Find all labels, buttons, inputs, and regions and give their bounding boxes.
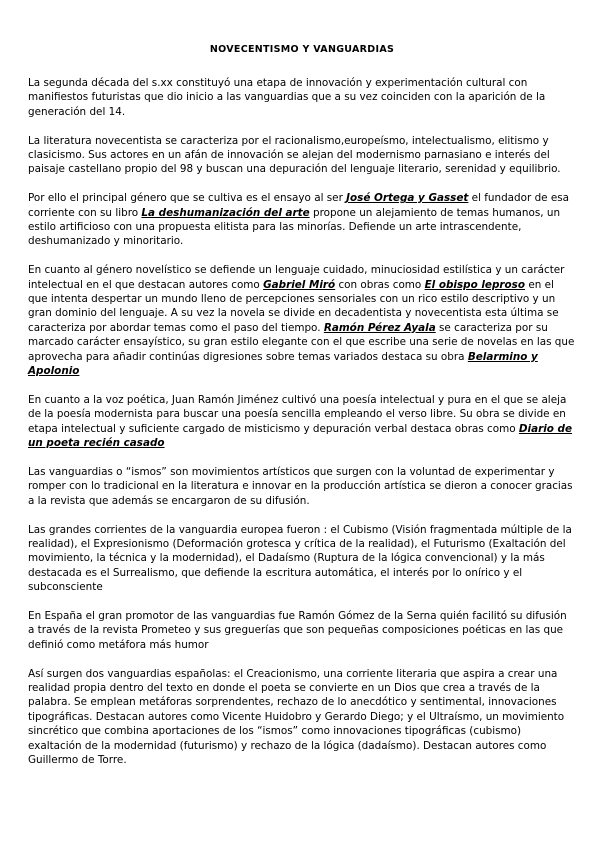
document-title: NOVECENTISMO Y VANGUARDIAS [209, 44, 395, 55]
work-diario-poeta-recien-casado: Diario de un poeta recién casado [28, 422, 573, 450]
author-gabriel-miro: Gabriel Miró [263, 278, 336, 291]
author-ortega-y-gasset: José Ortega y Gasset [346, 192, 469, 205]
work-obispo-leproso: El obispo leproso [424, 278, 526, 291]
author-perez-ayala: Ramón Pérez Ayala [323, 321, 436, 334]
text-segment: con obras como [335, 278, 425, 291]
text-segment: el fundador de esa corriente con su libro [28, 192, 570, 219]
paragraph-corrientes: Las grandes corrientes de la vanguardia europea fueron : el Cubismo (Visión fragmentada múltiple de la realidad), el Expresionismo (Deformación grotesca y crítica de la realidad), el Futurismo (Exaltación del movimiento, la técnica y la modernidad), el Dadaísmo (Ruptura de la lógica convencional) y la más destacada es el Surrealismo, que defiende la escritura automática, el interés por lo onírico y el subconsciente [28, 523, 572, 594]
text-segment: en el que intenta despertar un mundo lleno de percepciones sensoriales con un rico estilo descriptivo y un gran dominio del lenguaje. A su vez la novela se divide en decadentista y novecentista esta última se caracteriza por abordar temas como el paso del tiempo. [28, 278, 559, 334]
paragraph-vanguardias: Las vanguardias o “ismos” son movimientos artísticos que surgen con la voluntad de experimentar y romper con lo tradicional en la literatura e innovar en la producción artística se dieron a conocer gracias a la revista que además se encargaron de su difusión. [28, 465, 573, 507]
paragraph-novela [28, 263, 576, 378]
document-page [28, 44, 576, 782]
work-deshumanizacion-del-arte: La deshumanización del arte [141, 206, 310, 219]
work-belarmino-y-apolonio: Belarmino y Apolonio [28, 350, 538, 378]
text-segment: propone un alejamiento de temas humanos, un estilo artificioso con una propuesta elitista para las minorías. Defiende un arte intrascendente, deshumanizado y minoritario. [28, 206, 561, 248]
paragraph-ensayo [28, 191, 576, 249]
text-segment: En cuanto a la voz poética, Juan Ramón Jiménez cultivó una poesía intelectual y pura en el que se aleja de la poesía modernista para buscar una poesía sencilla empleando el verso libre. Su obra se divide en etapa intelectual y suficiente cargado de misticismo y depuración verbal destaca obras como [28, 393, 567, 435]
paragraph-creacionismo-ultraismo: Así surgen dos vanguardias españolas: el Creacionismo, una corriente literaria que aspira a crear una realidad propia dentro del texto en donde el poeta se convierte en un Dios que crea a través de la palabra. Se emplean metáforas sorprendentes, rechazo de lo anecdótico y sentimental, innovaciones tipográficas. Destacan autores como Vicente Huidobro y Gerardo Diego; y el Ultraísmo, un movimiento sincrético que combina aportaciones de los “ismos” como innovaciones tipográficas (cubismo) exaltación de la modernidad (futurismo) y rechazo de la lógica (dadaísmo). Destacan autores como Guillermo de Torre. [28, 667, 565, 766]
text-segment: En cuanto al género novelístico se defiende un lenguaje cuidado, minuciosidad estilística y un carácter intelectual en el que destacan autores como [28, 264, 565, 291]
paragraph-novecentismo: La literatura novecentista se caracteriza por el racionalismo,europeísmo, intelectualismo, elitismo y clasicismo. Sus actores en un afán de innovación se alejan del modernismo parnasiano e interés del paisaje castellano propio del 98 y buscan una depuración del lenguaje literario, serenidad y equilibrio. [28, 134, 561, 176]
paragraph-intro: La segunda década del s.xx constituyó una etapa de innovación y experimentación cultural con manifiestos futuristas que dio inicio a las vanguardias que a su vez coinciden con la aparición de la generación del 14. [28, 77, 546, 118]
paragraph-poesia [28, 393, 576, 451]
text-segment: se caracteriza por su marcado carácter ensayístico, su gran estilo elegante con el que escribe una serie de novelas en las que aprovecha para añadir continúas digresiones sobre temas variados destaca su obra [28, 321, 575, 363]
text-segment: Por ello el principal género que se cultiva es el ensayo al ser [28, 192, 347, 205]
paragraph-espana: En España el gran promotor de las vanguardias fue Ramón Gómez de la Serna quién facilitó su difusión a través de la revista Prometeo y sus greguerías que son pequeñas composiciones poéticas en las que definió como metáfora más humor [28, 609, 567, 651]
